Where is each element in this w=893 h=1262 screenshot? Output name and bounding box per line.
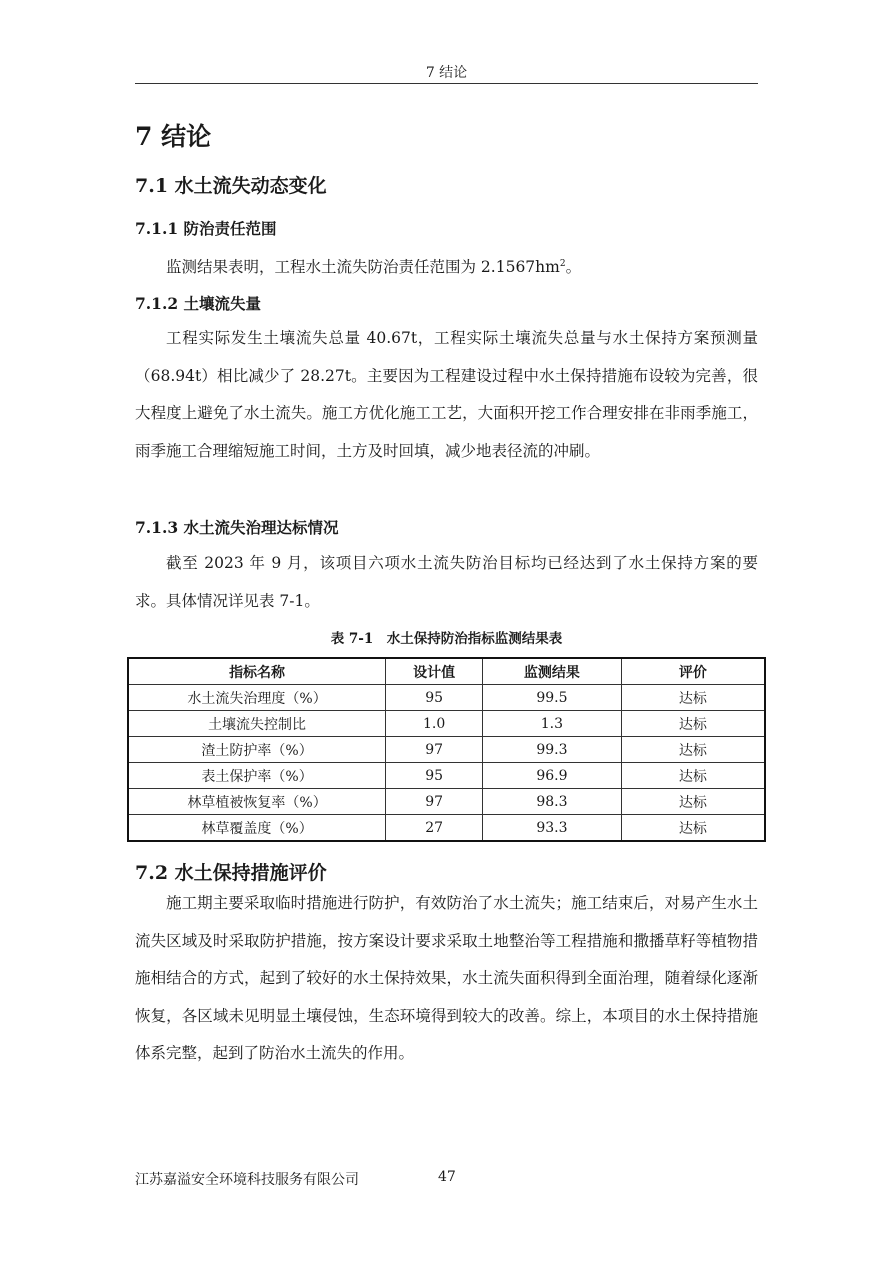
paragraph-7-2 (135, 885, 758, 1073)
table-row (128, 763, 765, 789)
header-divider (135, 83, 758, 84)
table-cell: 达标 (621, 789, 765, 815)
table-row (128, 737, 765, 763)
subsection-title-7-1-1: 7.1.1 防治责任范围 (135, 219, 277, 238)
table-cell: 1.0 (386, 711, 483, 737)
table-header-row (128, 658, 765, 685)
table-cell: 表土保护率（%） (128, 763, 386, 789)
chapter-title: 7 结论 (135, 122, 212, 151)
table-cell: 27 (386, 815, 483, 842)
paragraph-text: 监测结果表明，工程水土流失防治责任范围为 2.1567hm (166, 258, 560, 277)
header-cell: 指标名称 (128, 658, 386, 685)
table-cell: 95 (386, 763, 483, 789)
monitoring-results-table (127, 657, 766, 842)
table-cell: 达标 (621, 711, 765, 737)
table-cell: 96.9 (483, 763, 622, 789)
table-cell: 99.3 (483, 737, 622, 763)
header-cell: 评价 (621, 658, 765, 685)
paragraph-text: 截至 2023 年 9 月，该项目六项水土流失防治目标均已经达到了水土保持方案的要求。具体情况详见表 7-1。 (135, 554, 758, 610)
section-title-7-2: 7.2 水土保持措施评价 (135, 862, 327, 884)
paragraph-7-1-1 (135, 246, 758, 287)
table-cell: 水土流失治理度（%） (128, 685, 386, 711)
paragraph-text: 施工期主要采取临时措施进行防护，有效防治了水土流失；施工结束后，对易产生水土流失区域及时采取防护措施，按方案设计要求采取土地整治等工程措施和撒播草籽等植物措施相结合的方式，起到了较好的水土保持效果，水土流失面积得到全面治理，随着绿化逐渐恢复，各区域未见明显土壤侵蚀，生态环境得到较大的改善。综上，本项目的水土保持措施体系完整，起到了防治水土流失的作用。 (135, 894, 758, 1062)
running-header: 7 结论 (425, 65, 468, 81)
footer-company: 江苏嘉溢安全环境科技服务有限公司 (135, 1172, 359, 1188)
table-cell: 达标 (621, 737, 765, 763)
table-row (128, 685, 765, 711)
table-caption: 表 7-1 水土保持防治指标监测结果表 (330, 631, 563, 647)
table-cell: 93.3 (483, 815, 622, 842)
table-cell: 97 (386, 737, 483, 763)
table-row (128, 789, 765, 815)
table-cell: 林草覆盖度（%） (128, 815, 386, 842)
table-cell: 99.5 (483, 685, 622, 711)
table-cell: 1.3 (483, 711, 622, 737)
table-cell: 土壤流失控制比 (128, 711, 386, 737)
table-cell: 达标 (621, 685, 765, 711)
table-cell: 渣土防护率（%） (128, 737, 386, 763)
header-cell: 监测结果 (483, 658, 622, 685)
paragraph-7-1-3 (135, 545, 758, 620)
header-cell: 设计值 (386, 658, 483, 685)
page-number: 47 (438, 1169, 456, 1185)
table-cell: 98.3 (483, 789, 622, 815)
table-cell: 97 (386, 789, 483, 815)
table-row (128, 815, 765, 842)
paragraph-text-end: 。 (565, 258, 582, 277)
paragraph-7-1-2 (135, 320, 758, 470)
table-cell: 达标 (621, 763, 765, 789)
table-cell: 95 (386, 685, 483, 711)
table-cell: 林草植被恢复率（%） (128, 789, 386, 815)
subsection-title-7-1-3: 7.1.3 水土流失治理达标情况 (135, 518, 339, 537)
table-cell: 达标 (621, 815, 765, 842)
paragraph-text: 工程实际发生土壤流失总量 40.67t，工程实际土壤流失总量与水土保持方案预测量（68.94t）相比减少了 28.27t。主要因为工程建设过程中水土保持措施布设较为完善，很大程度上避免了水土流失。施工方优化施工工艺，大面积开挖工作合理安排在非雨季施工，雨季施工合理缩短施工时间，土方及时回填，减少地表径流的冲刷。 (135, 329, 758, 460)
subsection-title-7-1-2: 7.1.2 土壤流失量 (135, 294, 262, 313)
superscript: 2 (559, 259, 566, 269)
table-row (128, 711, 765, 737)
section-title-7-1: 7.1 水土流失动态变化 (135, 175, 327, 197)
